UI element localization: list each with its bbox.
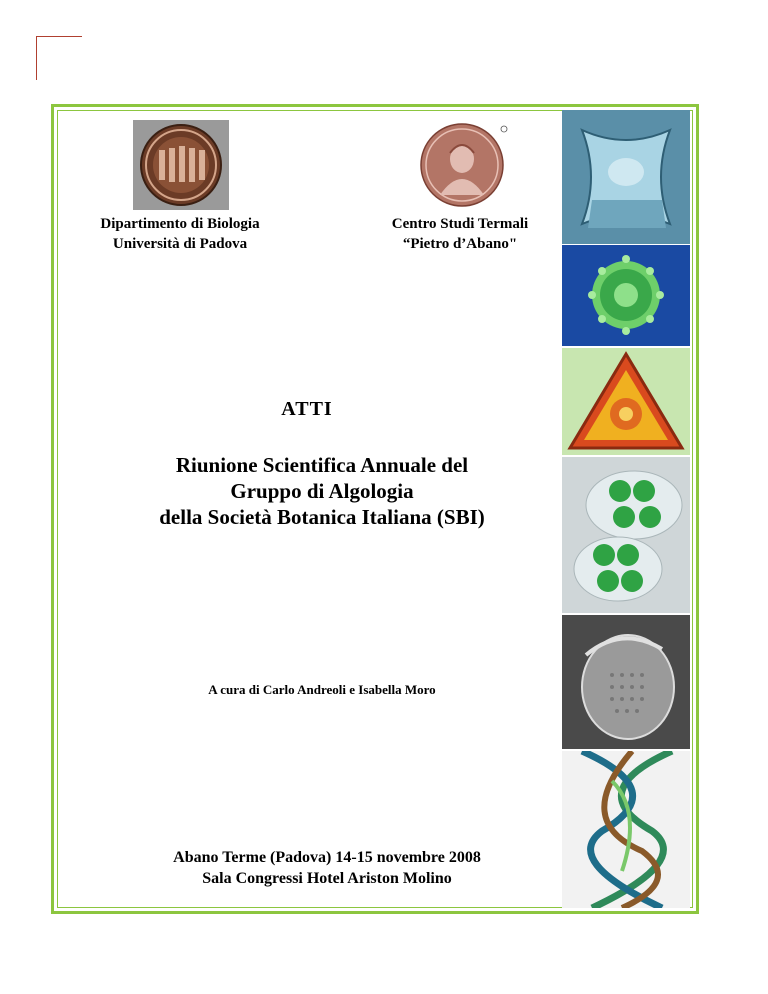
meeting-title-line2: Gruppo di Algologia	[230, 479, 414, 503]
centro-studi-seal-image	[416, 123, 510, 207]
affiliation-centro-studi	[350, 214, 570, 254]
pediastrum-colony-image	[562, 245, 690, 346]
meeting-title-line1: Riunione Scientifica Annuale del	[175, 453, 469, 477]
triangular-diatom-image	[562, 348, 690, 455]
green-algae-cells-image	[562, 457, 690, 613]
affiliation-university-line2: Università di Padova	[112, 236, 248, 252]
crop-mark-vertical	[36, 36, 37, 80]
venue-block	[57, 847, 597, 889]
crop-mark-horizontal	[36, 36, 82, 37]
affiliation-university-line1: Dipartimento di Biologia	[100, 216, 260, 232]
twisted-filaments-image	[562, 751, 690, 908]
venue-line2: Sala Congressi Hotel Ariston Molino	[202, 870, 452, 887]
venue-line1: Abano Terme (Padova) 14-15 novembre 2008	[173, 849, 481, 866]
affiliation-university	[70, 214, 290, 254]
sem-dinoflagellate-image	[562, 615, 690, 749]
university-seal-image	[133, 120, 229, 210]
affiliation-centro-line2: “Pietro d’Abano"	[402, 236, 518, 252]
affiliation-centro-line1: Centro Studi Termali	[391, 216, 529, 232]
diatom-square-image	[562, 110, 690, 244]
meeting-title	[57, 452, 587, 530]
title-atti: ATTI	[281, 398, 333, 420]
editors-line: A cura di Carlo Andreoli e Isabella Moro	[208, 682, 436, 697]
meeting-title-line3: della Società Botanica Italiana (SBI)	[159, 505, 485, 529]
